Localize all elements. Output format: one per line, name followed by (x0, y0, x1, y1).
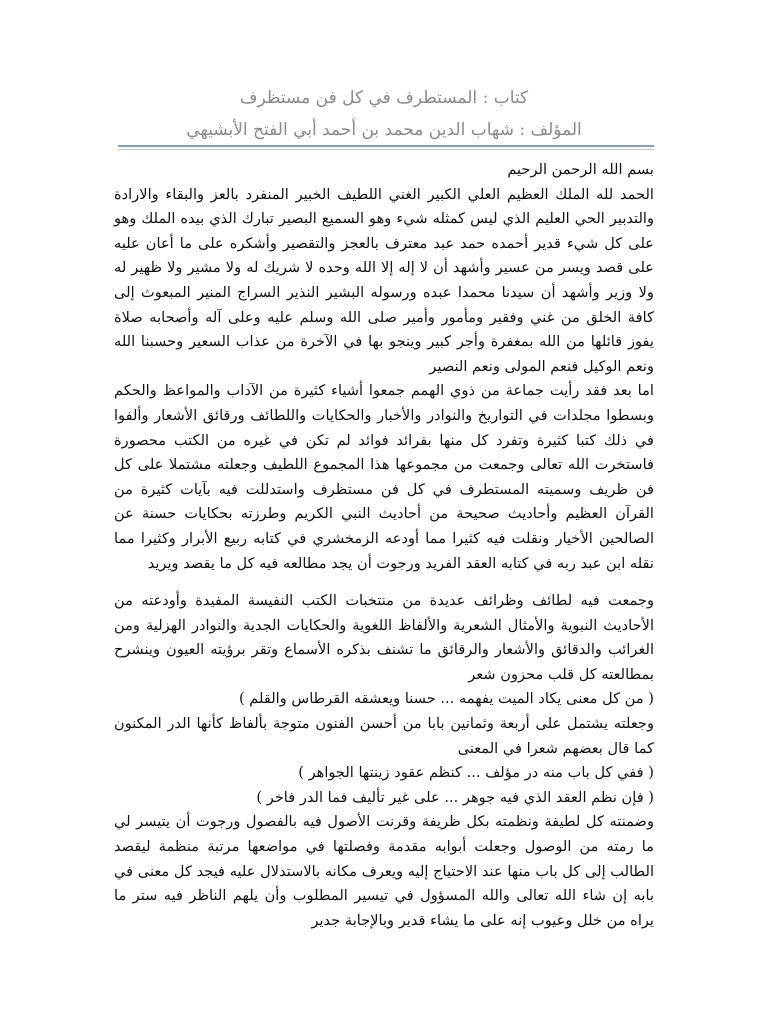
paragraph-praise: الحمد لله الملك العظيم العلي الكبير الغني اللطيف الخبير المنفرد بالعز والبقاء والارادة والتدبير الحي العليم الذي ليس كمثله شيء وهو السميع البصير تبارك الذي بيده الملك وهو على كل شيء قدير أحمده حمد عبد معترف بالعجز والتقصير وأشكره على ما أعان عليه على قصد ويسر من عسير وأشهد أن لا إله إلا الله وحده لا شريك له ولا مشير ولا ظهير له ولا وزير وأشهد أن سيدنا محمدا عبده ورسوله البشير النذير السراج المنير المبعوث إلى كافة الخلق من غني وفقير ومأمور وأمير صلى الله وسلم عليه وعلى آله وأصحابه صلاة يفوز قائلها من الله بمغفرة وأجر كبير وينجو بها في الآخرة من عذاب السعير وحسبنا الله ونعم الوكيل فنعم المولى ونعم النصير (114, 185, 654, 375)
book-title: كتاب : المستطرف في كل فن مستظرف (239, 88, 529, 108)
paragraph-gap (114, 576, 654, 589)
basmala: بسم الله الرحمن الرحيم (507, 161, 654, 178)
paragraph-chapters: وجعلته يشتمل على أربعة وثمانين بابا من أحسن الفنون متوجة بألفاظ كأنها الدر المكنون كما قال بعضهم شعرا في المعنى (114, 715, 654, 757)
document-header (0, 86, 768, 142)
paragraph-closing: وضمنته كل لطيفة ونظمته بكل ظريفة وقرنت الأصول فيه بالفصول ورجوت أن يتيسر لي ما رمته من الوصول وجعلت أبوابه مقدمة وفصلتها في مواضعها مرتبة منظمة ليقصد الطالب إلى كل باب منها عند الاحتياج إليه ويعرف مكانه بالاستدلال عليه فيجد كل معنى في بابه إن شاء الله تعالى والله المسؤول في تيسير المطلوب وأن يلهم الناظر فيه ستر ما يراه من خلل وعيوب إنه على ما يشاء قدير وبالإجابة جدير (114, 813, 655, 929)
verse-line: ( ففي كل باب منه در مؤلف ... كنظم عقود زينتها الجواهر ) (298, 764, 654, 782)
paragraph-contents: وجمعت فيه لطائف وظرائف عديدة من منتخبات الكتب النفيسة المفيدة وأودعته من الأحاديث النبوية والأمثال الشعرية والألفاظ اللغوية والحكايات الجدية والنوادر الهزلية ومن الغرائب والدقائق والأشعار والرقائق ما تشنف بذكره الأسماع وتقر برؤيته العيون وينشرح بمطالعته كل قلب محزون شعر (114, 592, 654, 683)
header-divider (118, 145, 654, 147)
header-divider-thin (118, 149, 654, 150)
document-body (114, 158, 654, 933)
verse-line: ( فإن نظم العقد الذي فيه جوهر ... على غير تأليف فما الدر فاخر ) (256, 788, 654, 806)
paragraph-introduction: اما بعد فقد رأيت جماعة من ذوي الهمم جمعوا أشياء كثيرة من الآداب والمواعظ والحكم وبسطوا مجلدات في التواريخ والنوادر والأخبار والحكايات واللطائف ورقائق الأشعار وألفوا في ذلك كتبا كثيرة وتفرد كل منها بفرائد فوائد لم تكن في غيره من الكتب محصورة فاستخرت الله تعالى وجمعت من مجموعها هذا المجموع اللطيف وجعلته مشتملا على كل فن ظريف وسميته المستطرف في كل فن مستظرف واستدللت فيه بآيات كثيرة من القرآن العظيم وأحاديث صحيحة من أحاديث النبي الكريم وطرزته بحكايات حسنة عن الصالحين الأخيار ونقلت فيه كثيرا مما أودعه الزمخشري في كتابه ربيع الأبرار وكثيرا مما نقله ابن عبد ربه في كتابه العقد الفريد ورجوت أن يجد مطالعه فيه كل ما يقصد ويريد (114, 382, 654, 572)
verse-line: ( من كل معنى يكاد الميت يفهمه ... حسنا ويعشقه القرطاس والقلم ) (238, 690, 654, 708)
book-author: المؤلف : شهاب الدين محمد بن أحمد أبي الفتح الأبشيهي (186, 120, 582, 140)
